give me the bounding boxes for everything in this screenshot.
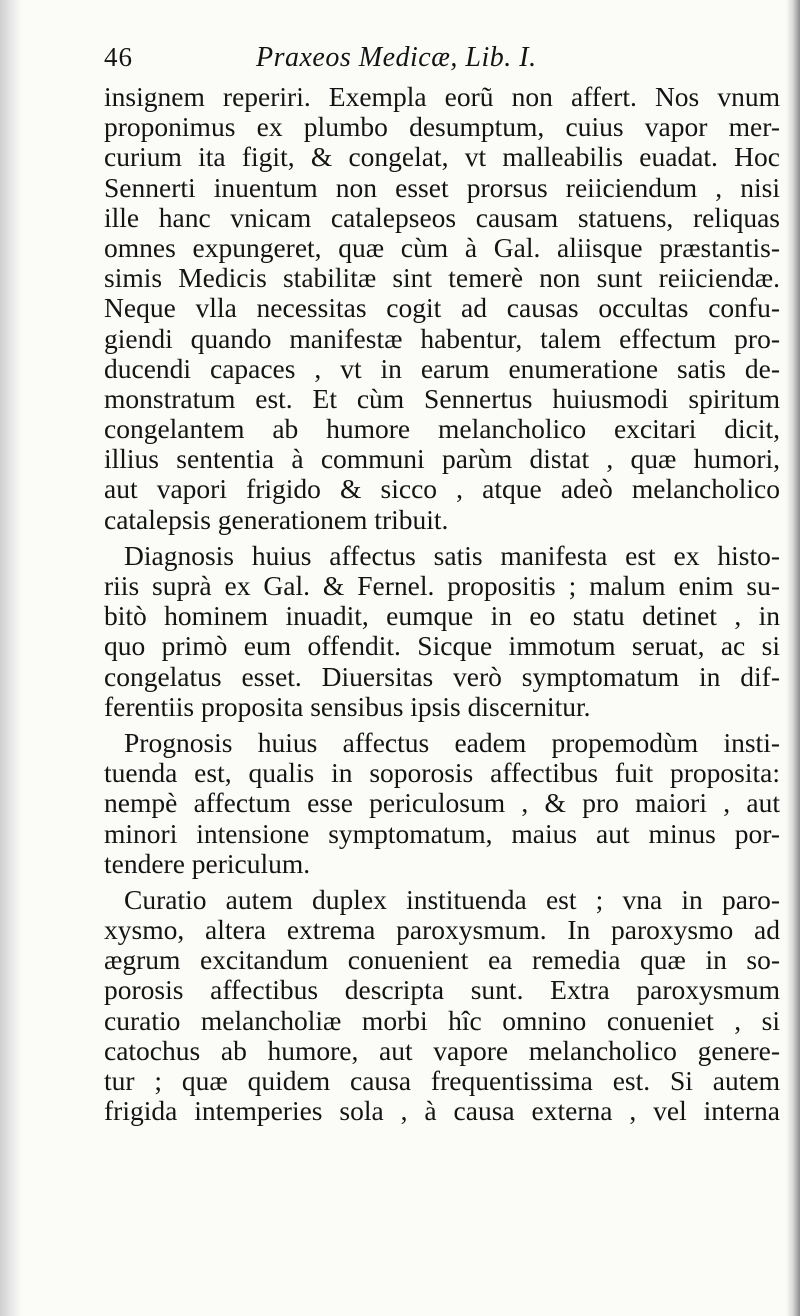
text-line: ducendi capaces , vt in earum enumeratione satis de- <box>104 352 780 384</box>
paragraph <box>104 728 780 879</box>
page-edge-shadow <box>786 0 800 1316</box>
paragraph <box>104 82 780 535</box>
text-line: quo primò eum offendit. Sicque immotum seruat, ac si <box>104 630 780 662</box>
text-line: monstratum est. Et cùm Sennertus huiusmodi spiritum <box>104 382 780 414</box>
book-page <box>104 38 780 1126</box>
text-line: minori intensione symptomatum, maius aut minus por- <box>104 817 780 849</box>
body-text <box>104 82 780 1126</box>
text-line: Sennerti inuentum non esset prorsus reiiciendum , nisi <box>104 171 780 203</box>
text-line: bitò hominem inuadit, eumque in eo statu detinet , in <box>104 600 780 632</box>
text-line: giendi quando manifestæ habentur, talem effectum pro- <box>104 322 780 354</box>
text-line: tuenda est, qualis in soporosis affectibus fuit proposita: <box>104 757 780 789</box>
text-line: Prognosis huius affectus eadem propemodùm insti- <box>124 726 780 758</box>
paragraph <box>104 541 780 722</box>
text-line: Neque vlla necessitas cogit ad causas occultas confu- <box>104 292 780 324</box>
text-line: aut vapori frigido & sicco , atque adeò melancholico <box>104 473 780 505</box>
text-line: ægrum excitandum conuenient ea remedia quæ in so- <box>104 944 780 976</box>
text-line: ferentiis proposita sensibus ipsis discernitur. <box>104 690 591 722</box>
text-line: proponimus ex plumbo desumptum, cuius vapor mer- <box>104 111 780 143</box>
text-line: Diagnosis huius affectus satis manifesta est ex histo- <box>124 539 780 571</box>
text-line: Curatio autem duplex instituenda est ; vna in paro- <box>124 883 780 915</box>
text-line: tendere periculum. <box>104 847 311 879</box>
text-line: xysmo, altera extrema paroxysmum. In paroxysmo ad <box>104 914 780 946</box>
text-line: simis Medicis stabilitæ sint temerè non sunt reiiciendæ. <box>104 262 780 294</box>
text-line: insignem reperiri. Exempla eorũ non affert. Nos vnum <box>104 81 780 112</box>
text-line: curatio melancholiæ morbi hîc omnino conueniet , si <box>104 1004 780 1036</box>
text-line: congelantem ab humore melancholico excitari dicit, <box>104 413 780 445</box>
text-line: porosis affectibus descripta sunt. Extra paroxysmum <box>104 974 780 1006</box>
text-line: curium ita figit, & congelat, vt malleabilis euadat. Hoc <box>104 141 780 173</box>
text-line: illius sententia à communi parùm distat , quæ humori, <box>104 443 780 475</box>
text-line: riis suprà ex Gal. & Fernel. propositis ; malum enim su- <box>104 570 780 601</box>
running-title: Praxeos Medicæ, Lib. I. <box>256 42 537 73</box>
paragraph <box>104 885 780 1127</box>
text-line: omnes expungeret, quæ cùm à Gal. aliisque præstantis- <box>104 231 780 263</box>
page-number: 46 <box>104 42 133 72</box>
text-line: nempè affectum esse periculosum , & pro maiori , aut <box>104 787 780 819</box>
page-header <box>104 38 780 82</box>
text-line: catochus ab humore, aut vapore melancholico genere- <box>104 1034 780 1066</box>
text-line: ille hanc vnicam catalepseos causam statuens, reliquas <box>104 201 780 233</box>
binding-gutter-shadow <box>0 0 22 1316</box>
text-line: frigida intemperies sola , à causa externa , vel interna <box>104 1095 780 1127</box>
text-line: catalepsis generationem tribuit. <box>104 503 449 535</box>
text-line: congelatus esset. Diuersitas verò symptomatum in dif- <box>104 660 780 692</box>
text-line: tur ; quæ quidem causa frequentissima est. Si autem <box>104 1065 780 1096</box>
